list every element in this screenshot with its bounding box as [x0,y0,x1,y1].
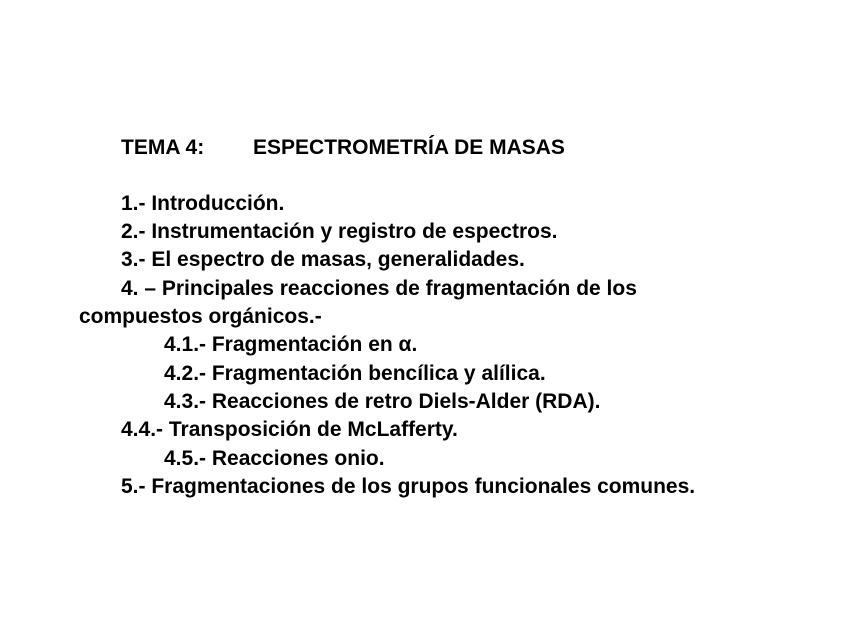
outline-subitem-rda: 4.3.- Reacciones de retro Diels-Alder (RDA). [164,390,601,413]
topic-title: ESPECTROMETRÍA DE MASAS [253,136,565,159]
outline-item-introduccion: 1.- Introducción. [121,192,285,215]
topic-label: TEMA 4: [121,136,205,159]
outline-subitem-alfa: 4.1.- Fragmentación en α. [164,333,418,356]
outline-subitem-mclafferty: 4.4.- Transposición de McLafferty. [121,418,458,441]
outline-item-fragmentaciones: 5.- Fragmentaciones de los grupos funcionales comunes. [121,475,696,498]
outline-item-instrumentacion: 2.- Instrumentación y registro de espectros. [121,220,558,243]
outline-subitem-bencilica: 4.2.- Fragmentación bencílica y alílica. [164,362,546,385]
outline-item-espectro: 3.- El espectro de masas, generalidades. [121,248,525,271]
outline-item-reacciones-cont: compuestos orgánicos.- [79,305,322,328]
outline-subitem-onio: 4.5.- Reacciones onio. [164,447,385,470]
outline-item-reacciones: 4. – Principales reacciones de fragmentación de los [121,277,637,300]
